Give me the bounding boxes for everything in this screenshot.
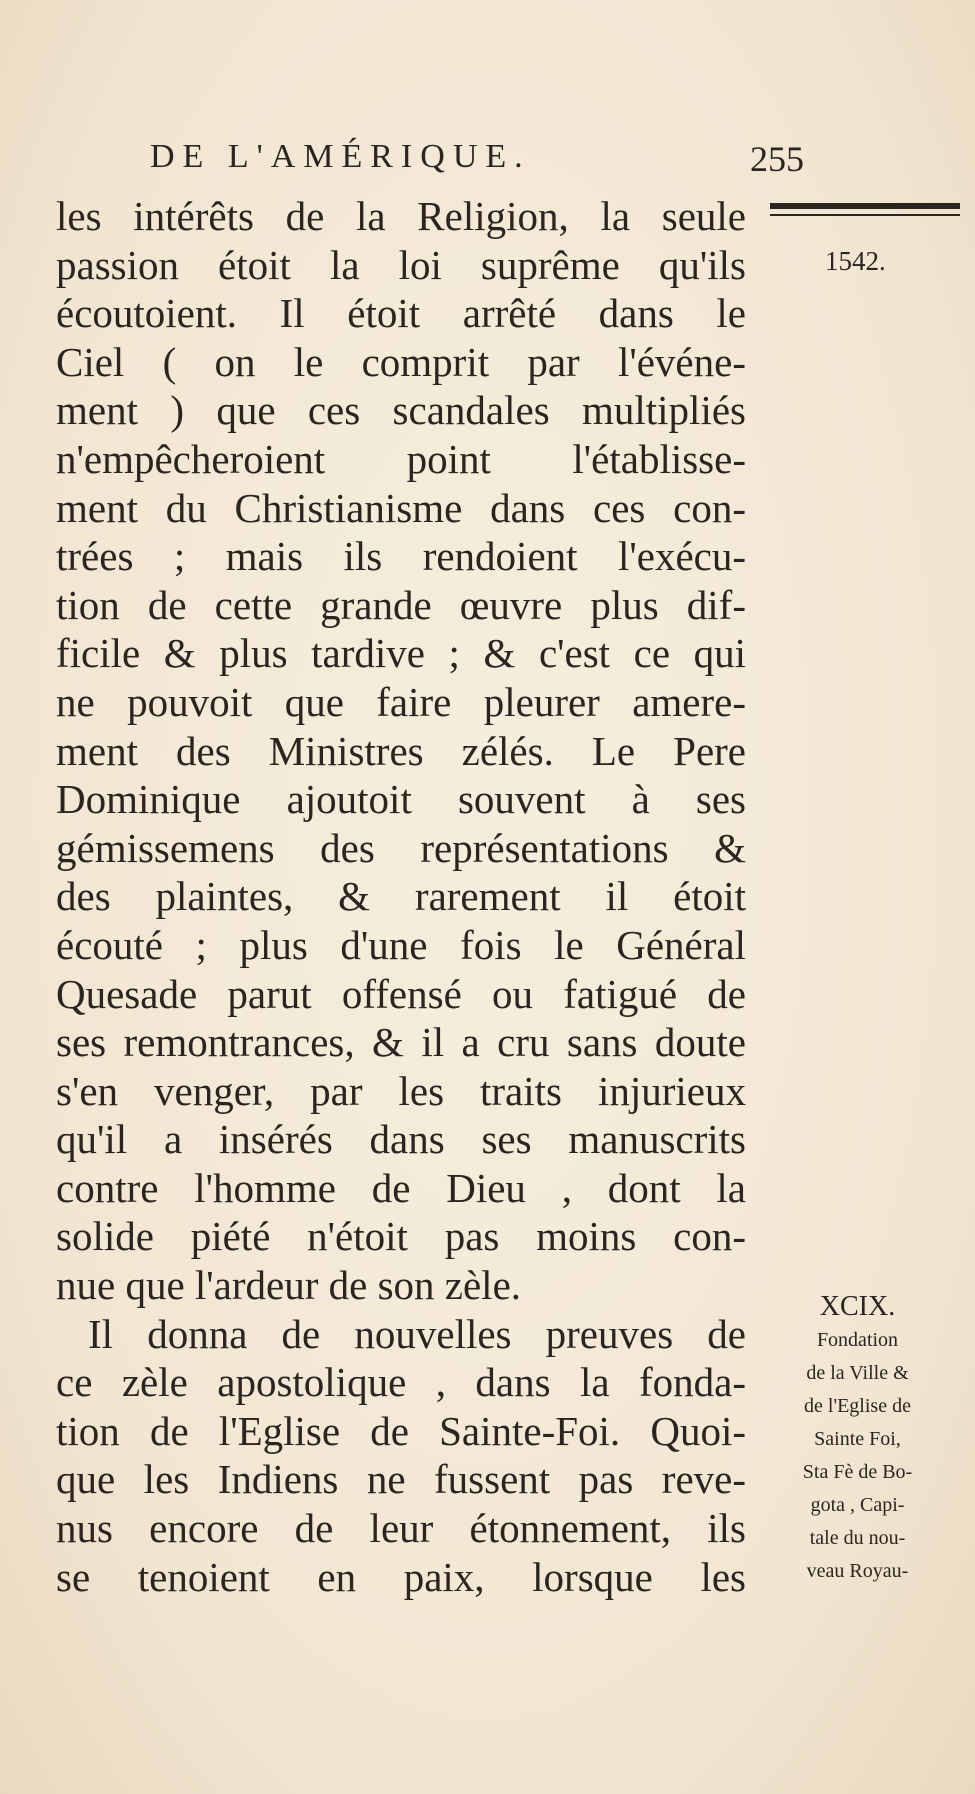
text-line: Ciel ( on le comprit par l'événe- (56, 338, 746, 385)
text-line: écouté ; plus d'une fois le Général (56, 921, 746, 968)
text-line: passion étoit la loi suprême qu'ils (56, 241, 746, 288)
margin-rule-thin (770, 214, 960, 216)
text-line: contre l'homme de Dieu , dont la (56, 1164, 746, 1211)
text-line: ses remontrances, & il a cru sans doute (56, 1019, 746, 1066)
text-line: Quesade parut offensé ou fatigué de (56, 970, 746, 1017)
text-line: trées ; mais ils rendoient l'exécu- (56, 533, 746, 580)
text-line: ne pouvoit que faire pleurer amere- (56, 678, 746, 725)
text-line: tion de cette grande œuvre plus dif- (56, 581, 746, 628)
margin-rule-thick (770, 203, 960, 209)
text-line: ficile & plus tardive ; & c'est ce qui (56, 630, 746, 677)
margin-note-line: Sta Fè de Bo- (802, 1461, 913, 1483)
text-line: Dominique ajoutoit souvent à ses (56, 776, 746, 823)
margin-note-line: Sainte Foi, (814, 1428, 901, 1450)
margin-note-number: XCIX. (819, 1291, 896, 1322)
text-line: se tenoient en paix, lorsque les (56, 1553, 746, 1600)
text-line: ment des Ministres zélés. Le Pere (56, 727, 746, 774)
margin-note-line: gota , Capi- (810, 1494, 905, 1516)
text-line: ce zèle apostolique , dans la fonda- (56, 1359, 746, 1406)
margin-note-line: de l'Eglise de (804, 1395, 911, 1417)
margin-note (755, 1290, 960, 1588)
text-line: solide piété n'étoit pas moins con- (56, 1213, 746, 1260)
paragraph-end-line: nue que l'ardeur de son zèle. (56, 1262, 522, 1309)
paragraph-start-line: Il donna de nouvelles preuves de (88, 1310, 746, 1357)
margin-note-line: veau Royau- (806, 1560, 909, 1582)
text-line: ment ) que ces scandales multipliés (56, 387, 746, 434)
text-line: gémissemens des représentations & (56, 824, 746, 871)
text-line: ment du Christianisme dans ces con- (56, 484, 746, 531)
text-line: les intérêts de la Religion, la seule (56, 193, 746, 239)
text-line: des plaintes, & rarement il étoit (56, 873, 746, 920)
margin-year: 1542. (825, 246, 886, 276)
text-line: nus encore de leur étonnement, ils (56, 1505, 746, 1552)
text-line: n'empêcheroient point l'établisse- (56, 435, 746, 482)
text-line: écoutoient. Il étoit arrêté dans le (56, 290, 746, 337)
text-line: tion de l'Eglise de Sainte-Foi. Quoi- (56, 1407, 746, 1454)
page-number: 255 (750, 139, 804, 179)
text-line: que les Indiens ne fussent pas reve- (56, 1456, 746, 1503)
body-text (56, 192, 746, 1601)
running-title: DE L'AMÉRIQUE. (150, 138, 531, 175)
text-line: qu'il a insérés dans ses manuscrits (56, 1116, 746, 1163)
text-line: s'en venger, par les traits injurieux (56, 1067, 746, 1114)
margin-note-line: tale du nou- (809, 1527, 906, 1549)
margin-note-line: de la Ville & (806, 1362, 909, 1384)
margin-note-line: Fondation (816, 1329, 899, 1351)
